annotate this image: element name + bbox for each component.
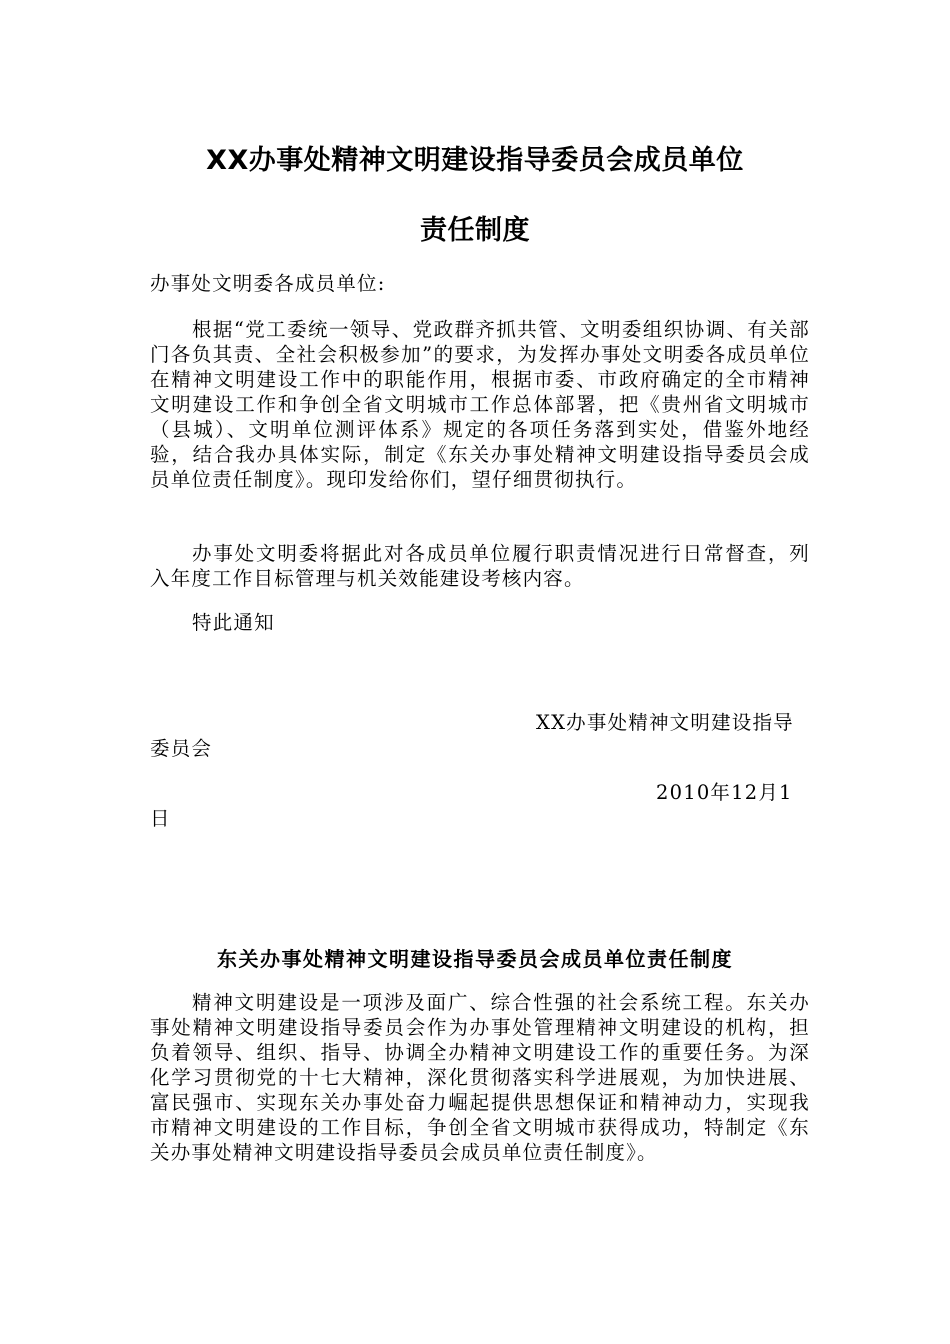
paragraph-1: 根据“党工委统一领导、党政群齐抓共管、文明委组织协调、有关部门各负其责、全社会积极参加”的要求，为发挥办事处文明委各成员单位在精神文明建设工作中的职能作用，根据市委、市政府确定的全市精神文明建设工作和争创全省文明城市工作总体部署，把《贵州省文明城市（县城）、文明单位测评体系》规定的各项任务落到实处，借鉴外地经验，结合我办具体实际，制定《东关办事处精神文明建设指导委员会成员单位责任制度》。现印发给你们，望仔细贯彻执行。 [150, 318, 810, 491]
date-line-2: 日 [150, 807, 171, 830]
salutation: 办事处文明委各成员单位: [150, 272, 386, 295]
paragraph-3: 精神文明建设是一项涉及面广、综合性强的社会系统工程。东关办事处精神文明建设指导委员会作为办事处管理精神文明建设的机构，担负着领导、组织、指导、协调全办精神文明建设工作的重要任务。为深化学习贯彻党的十七大精神，深化贯彻落实科学进展观，为加快进展、富民强市、实现东关办事处奋力崛起提供思想保证和精神动力，实现我市精神文明建设的工作目标，争创全省文明城市获得成功，特制定《东关办事处精神文明建设指导委员会成员单位责任制度》。 [150, 991, 810, 1164]
document-title-line2: 责任制度 [420, 215, 530, 246]
signature-line-2: 委员会 [150, 737, 213, 760]
signature-line-1: XX办事处精神文明建设指导 [536, 711, 794, 734]
section-title: 东关办事处精神文明建设指导委员会成员单位责任制度 [217, 947, 733, 971]
notice-text: 特此通知 [192, 611, 275, 634]
paragraph-2: 办事处文明委将据此对各成员单位履行职责情况进行日常督查，列入年度工作目标管理与机关效能建设考核内容。 [150, 542, 810, 590]
date-line-1: 2010年12月1 [656, 781, 793, 804]
document-title-line1: XX办事处精神文明建设指导委员会成员单位 [206, 145, 744, 176]
